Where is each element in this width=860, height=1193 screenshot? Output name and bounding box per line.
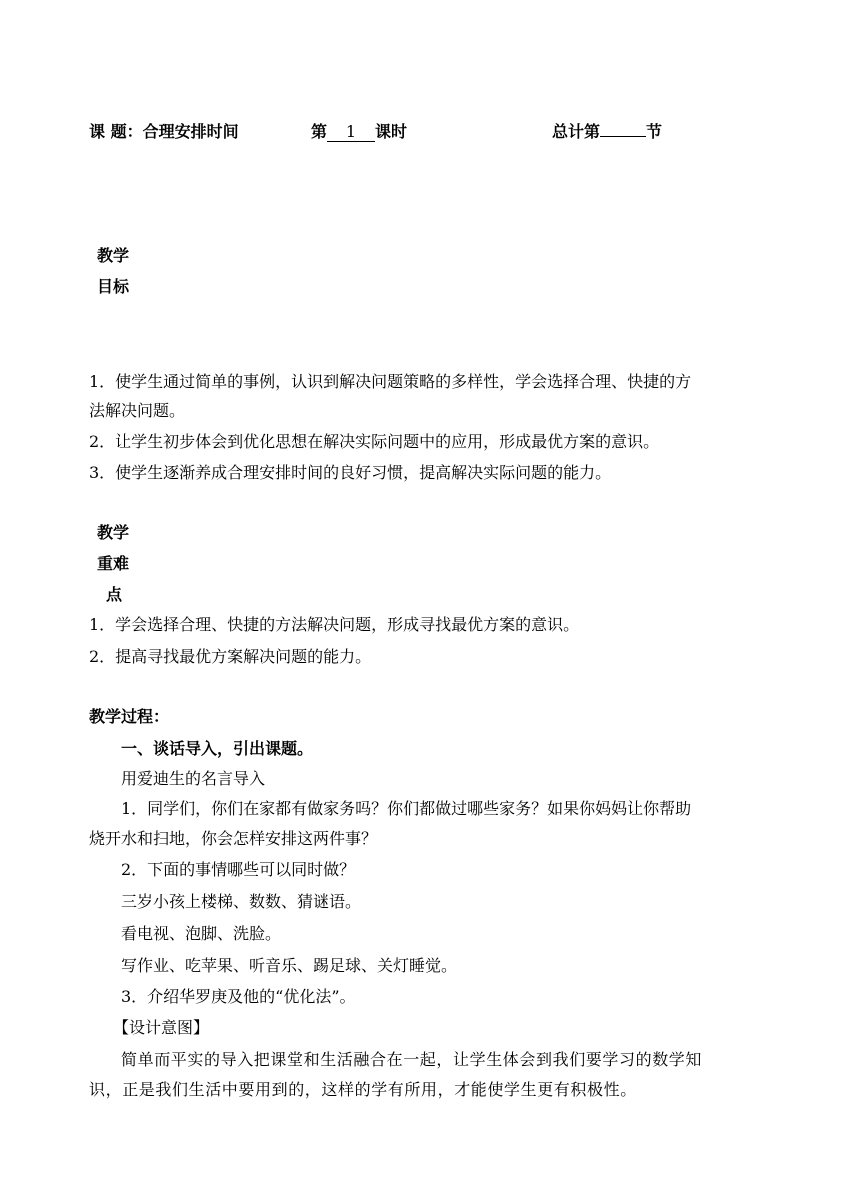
keypoint-item: 2．提高寻找最优方案解决问题的能力。 bbox=[89, 647, 372, 666]
lesson-suffix: 课时 bbox=[375, 122, 408, 141]
keypoints-label-2: 重难 bbox=[97, 554, 130, 573]
header-line bbox=[89, 119, 239, 142]
process-line: 看电视、泡脚、洗脸。 bbox=[121, 924, 282, 943]
process-line: 1．同学们，你们在家都有做家务吗？你们都做过哪些家务？如果你妈妈让你帮助 bbox=[121, 799, 692, 818]
keypoints-label-1: 教学 bbox=[97, 523, 130, 542]
objective-item: 2．让学生初步体会到优化思想在解决实际问题中的应用，形成最优方案的意识。 bbox=[89, 432, 660, 451]
lesson-number: 1 bbox=[327, 122, 375, 142]
objectives-label-2: 目标 bbox=[97, 277, 130, 296]
total-prefix: 总计第 bbox=[552, 122, 601, 141]
keypoints-label-3: 点 bbox=[106, 585, 123, 604]
objective-item: 法解决问题。 bbox=[89, 401, 186, 420]
total-suffix: 节 bbox=[646, 122, 663, 141]
process-heading: 教学过程： bbox=[89, 707, 170, 726]
total-number bbox=[600, 136, 646, 137]
process-line: 三岁小孩上楼梯、数数、猜谜语。 bbox=[121, 892, 362, 911]
keypoint-item: 1．学会选择合理、快捷的方法解决问题，形成寻找最优方案的意识。 bbox=[89, 615, 580, 634]
process-line: 写作业、吃苹果、听音乐、踢足球、关灯睡觉。 bbox=[121, 956, 458, 975]
process-line: 烧开水和扫地，你会怎样安排这两件事？ bbox=[89, 829, 378, 848]
total-count bbox=[552, 119, 662, 142]
objective-item: 1．使学生通过简单的事例，认识到解决问题策略的多样性，学会选择合理、快捷的方 bbox=[89, 372, 692, 391]
process-line: 简单而平实的导入把课堂和生活融合在一起，让学生体会到我们要学习的数学知 bbox=[121, 1050, 703, 1069]
topic-label: 课 题： bbox=[89, 122, 143, 141]
design-intent-heading: 【设计意图】 bbox=[113, 1018, 210, 1037]
objectives-label-1: 教学 bbox=[97, 246, 130, 265]
objective-item: 3．使学生逐渐养成合理安排时间的良好习惯，提高解决实际问题的能力。 bbox=[89, 463, 612, 482]
topic-value: 合理安排时间 bbox=[142, 122, 239, 141]
process-line: 用爱迪生的名言导入 bbox=[121, 769, 266, 788]
process-line: 2．下面的事情哪些可以同时做？ bbox=[121, 860, 356, 879]
process-line: 3．介绍华罗庚及他的“优化法”。 bbox=[121, 987, 356, 1006]
lesson-prefix: 第 bbox=[311, 122, 328, 141]
section-title: 一、谈话导入，引出课题。 bbox=[121, 739, 314, 758]
lesson-count bbox=[311, 119, 407, 142]
process-line: 识，正是我们生活中要用到的，这样的学有所用，才能使学生更有积极性。 bbox=[89, 1080, 637, 1099]
